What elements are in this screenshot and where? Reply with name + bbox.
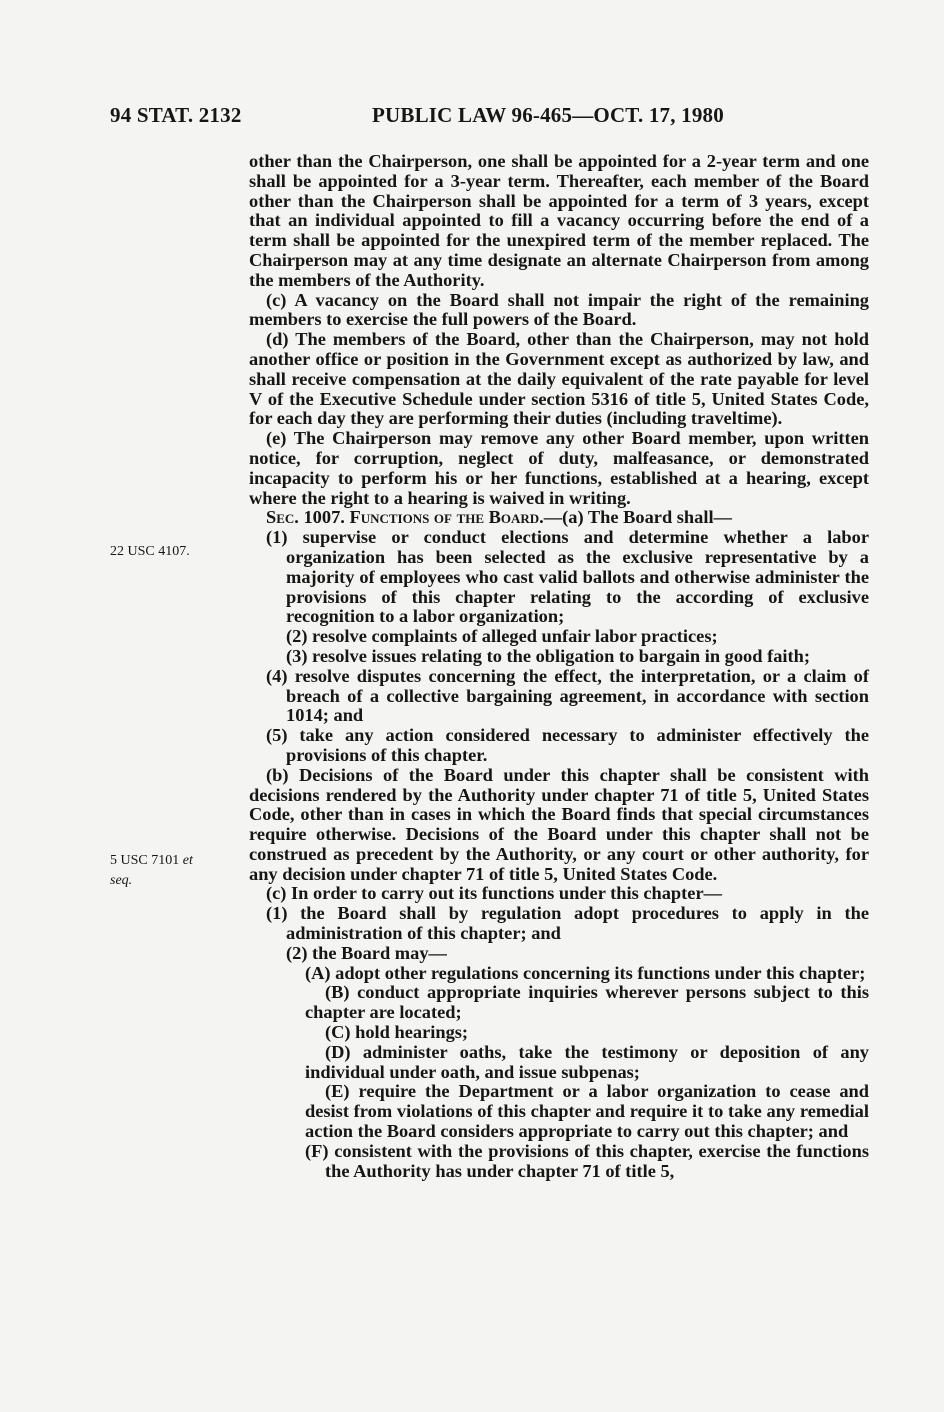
clause-cC: (C) hold hearings; — [325, 1022, 469, 1043]
section-intro: —(a) The Board shall— — [543, 507, 732, 528]
paragraph-e-removal: (e) The Chairperson may remove any other Board member, upon written notice, for corruption, neglect of duty, malfeasance, or demonstrated incapacity to perform his or her functions, established at a hearing, except where the right to a hearing is waived in writing. — [249, 428, 869, 508]
margin-note-seq: seq. — [110, 873, 133, 888]
paragraph-d-members: (d) The members of the Board, other than the Chairperson, may not hold another office or position in the Government except as authorized by law, and shall receive compensation at the daily equivalent of the rate payable for level V of the Executive Schedule under section 5316 of title 5, United States Code, for each day they are performing their duties (including traveltime). — [249, 329, 869, 429]
clause-a2: (2) resolve complaints of alleged unfair labor practices; — [286, 626, 718, 647]
paragraph-c-vacancy: (c) A vacancy on the Board shall not impair the right of the remaining members to exercise the full powers of the Board. — [249, 289, 869, 330]
margin-note-et: et — [182, 853, 193, 868]
clause-a4: (4) resolve disputes concerning the effect, the interpretation, or a claim of breach of a collective bargaining agreement, in accordance with section 1014; and — [266, 665, 869, 726]
statute-body — [249, 152, 869, 1181]
section-label: Sec. 1007. Functions of the Board. — [266, 507, 544, 528]
margin-note-citation: 5 USC 7101 — [110, 853, 180, 868]
page-header-title: PUBLIC LAW 96-465—OCT. 17, 1980 — [372, 103, 724, 127]
clause-a5: (5) take any action considered necessary to administer effectively the provisions of this chapter. — [266, 725, 869, 765]
paragraph-term-continuation: other than the Chairperson, one shall be appointed for a 2-year term and one shall be appointed for a 3-year term. Thereafter, each member of the Board other than the Chairperson shall be appointed for a term of 3 years, except that an individual appointed to fill a vacancy occurring before the end of a term shall be appointed for the unexpired term of the member replaced. The Chairperson may at any time designate an alternate Chairperson from among the members of the Authority. — [249, 151, 869, 290]
section-1007-heading — [249, 508, 869, 528]
clause-cD: (D) administer oaths, take the testimony or deposition of any individual under oath, and issue subpenas; — [305, 1041, 869, 1082]
clause-cB: (B) conduct appropriate inquiries wherever persons subject to this chapter are located; — [305, 982, 869, 1023]
clause-c2: (2) the Board may— — [286, 942, 447, 963]
margin-note-22-usc-4107: 22 USC 4107. — [110, 544, 190, 559]
page-stat-citation: 94 STAT. 2132 — [110, 103, 242, 127]
paragraph-b-decisions: (b) Decisions of the Board under this chapter shall be consistent with decisions rendered by the Authority under chapter 71 of title 5, United States Code, other than in cases in which the Board finds that special circumstances require otherwise. Decisions of the Board under this chapter shall not be construed as precedent by the Authority, or any court or other authority, for any decision under chapter 71 of title 5, United States Code. — [249, 764, 869, 884]
clause-c1: (1) the Board shall by regulation adopt procedures to apply in the administration of this chapter; and — [266, 903, 869, 944]
clause-a3: (3) resolve issues relating to the obligation to bargain in good faith; — [286, 645, 810, 666]
clause-cA: (A) adopt other regulations concerning its functions under this chapter; — [305, 962, 866, 983]
clause-cF: (F) consistent with the provisions of this chapter, exercise the functions the Authority has under chapter 71 of title 5, — [305, 1140, 869, 1181]
margin-note-5-usc-7101 — [110, 851, 193, 891]
clause-a1: (1) supervise or conduct elections and determine whether a labor organization has been selected as the exclusive representative by a majority of employees who cast valid ballots and otherwise administer the provisions of this chapter relating to the according of exclusive recognition to a labor organization; — [266, 527, 869, 627]
paragraph-c-functions: (c) In order to carry out its functions under this chapter— — [266, 883, 722, 904]
clause-cE: (E) require the Department or a labor organization to cease and desist from violations of this chapter and require it to take any remedial action the Board considers appropriate to carry out this chapter; and — [305, 1081, 869, 1142]
